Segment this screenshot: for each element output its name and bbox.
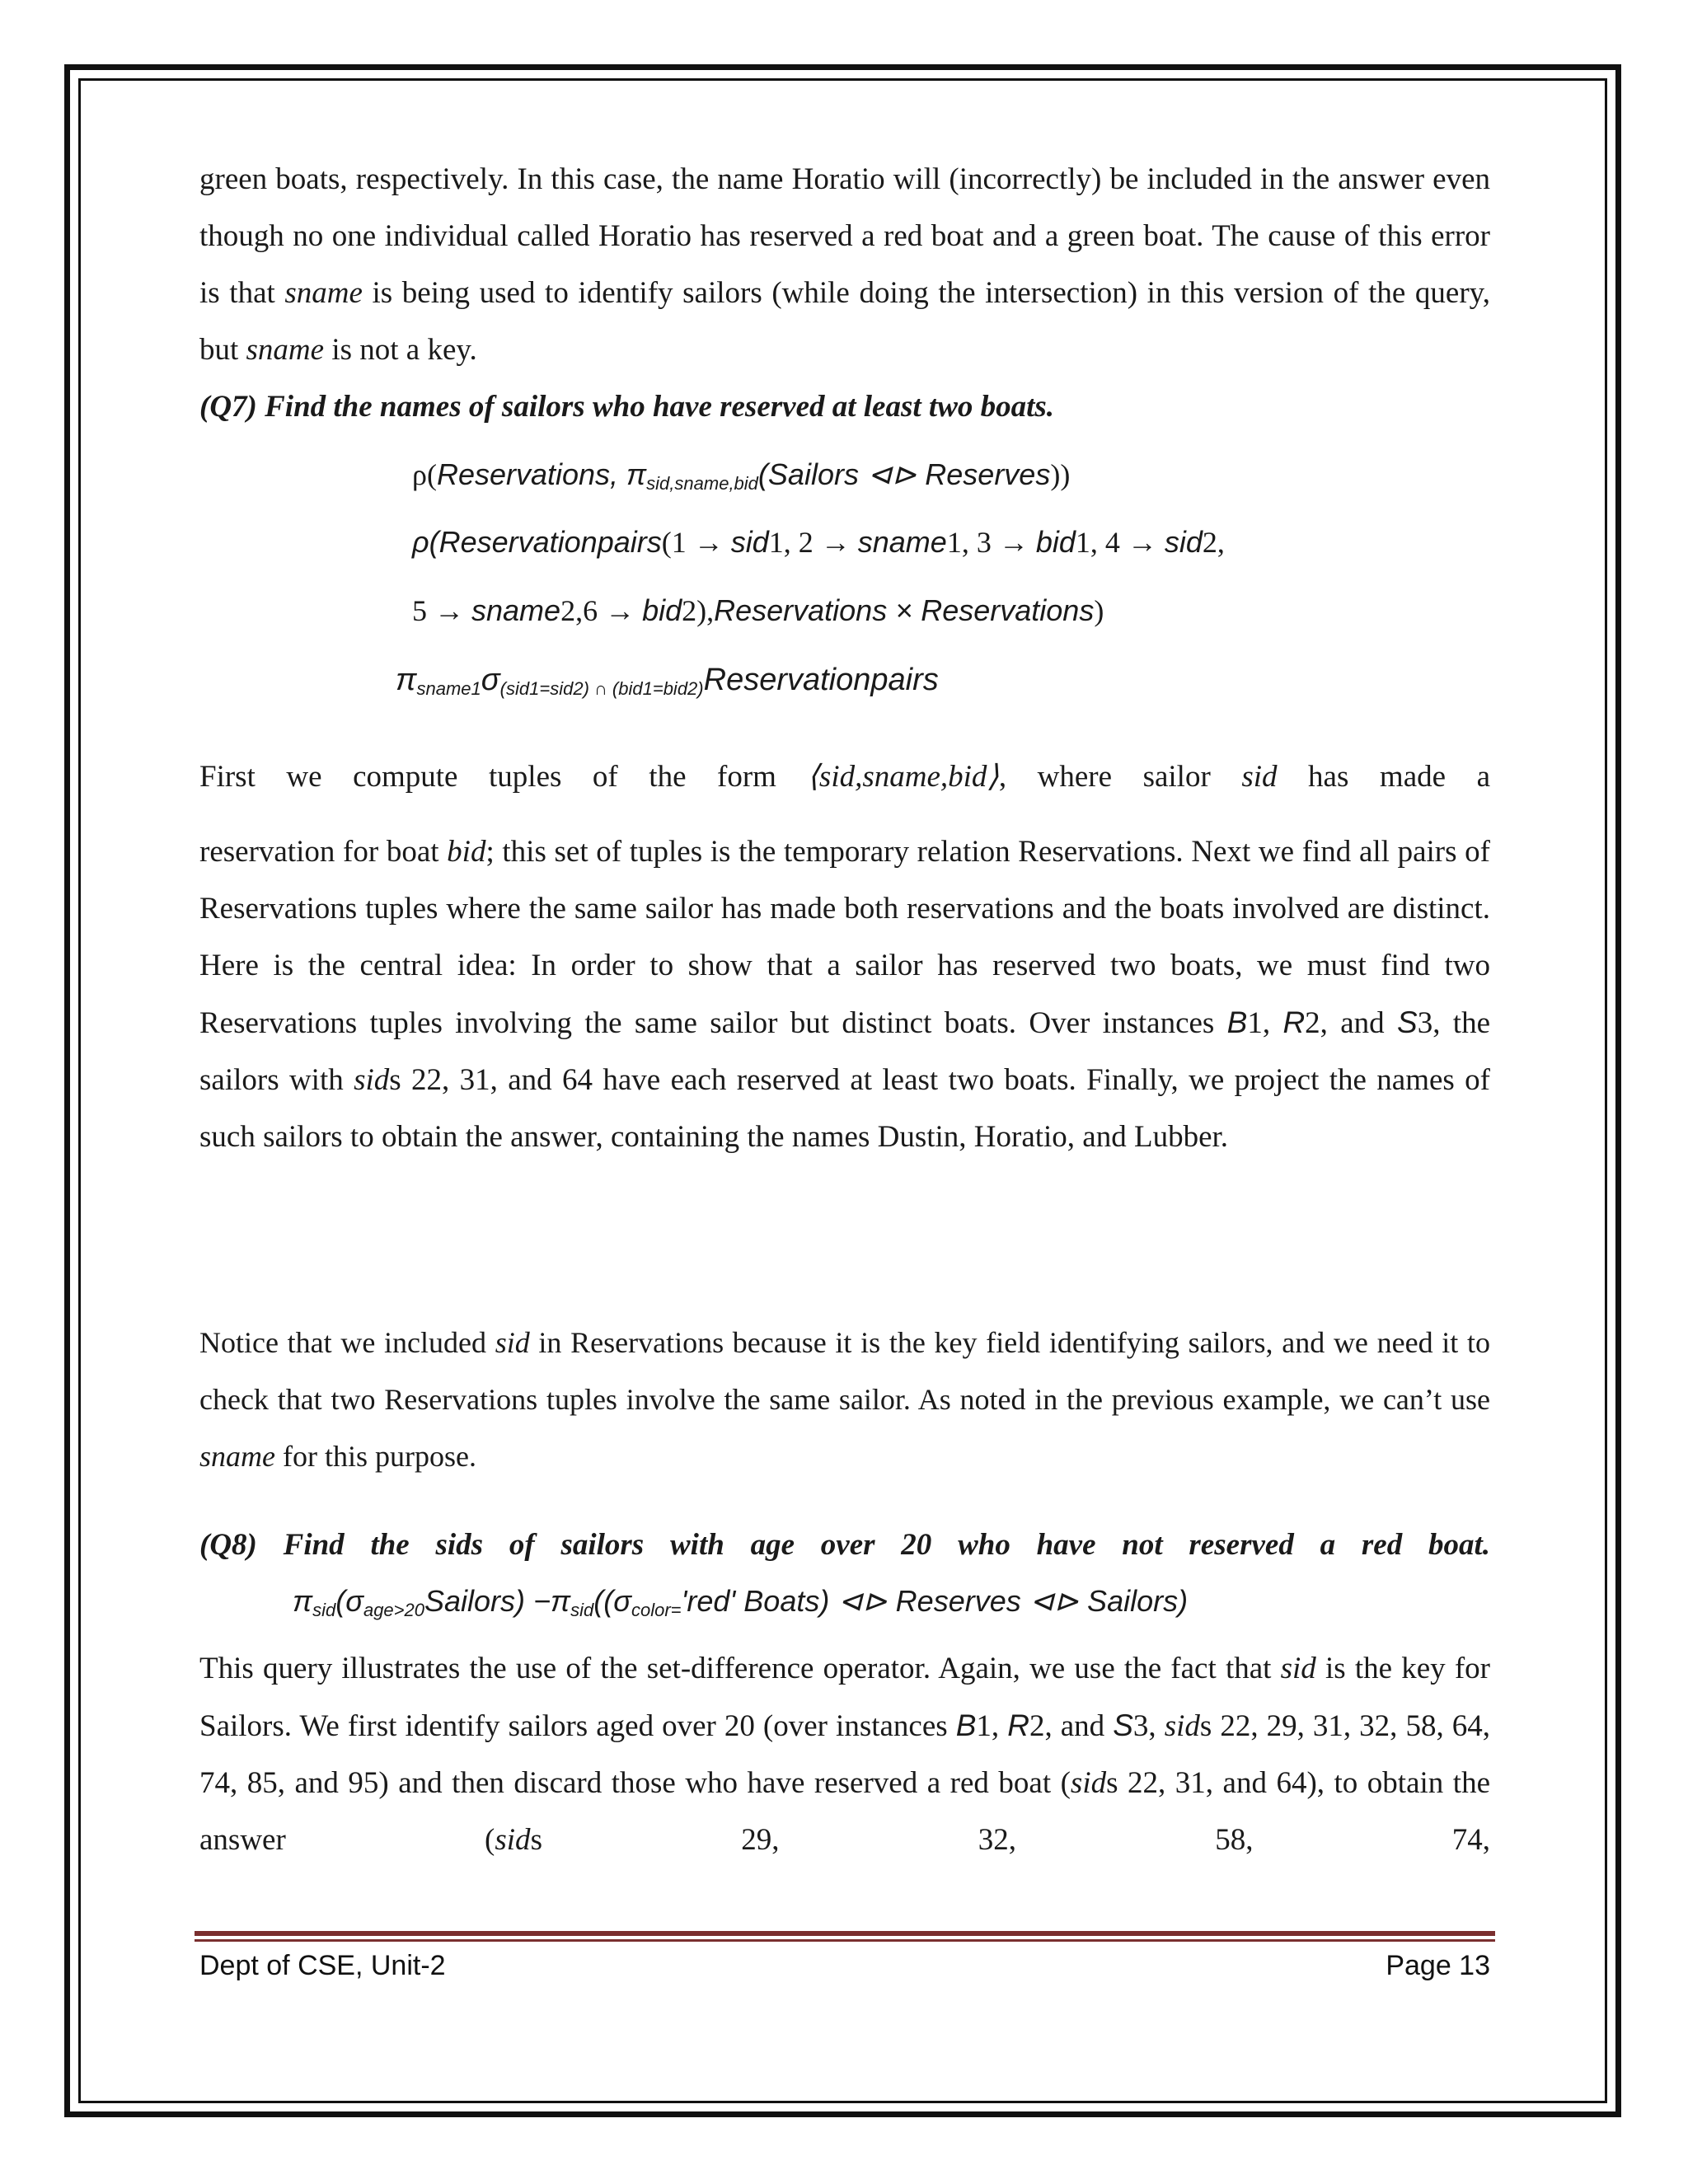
paragraph-3: reservation for boat bid; this set of tuples is the temporary relation Reservations. Next we find all pairs of Reservations tuples where the same sailor has made both reservations and the boats involved are distinct. Here is the central idea: In order to show that a sailor has reserved two boats, we must find two Reservations tuples involving the same sailor but distinct boats. Over instances B1, R2, and S3, the sailors with sids 22, 31, and 64 have each reserved at least two boats. Finally, we project the names of such sailors to obtain the answer, containing the names Dustin, Horatio, and Lubber. xyxy=(199,835,1491,1154)
footer-rule-thin xyxy=(195,1939,1495,1942)
q7-formula-1: ρ(Reservations, $\pi_{sid,sname,bid}(Sailors$ ⊲⊳ Reserves)) xyxy=(412,457,1071,494)
q7-formula-4: $\pi_{sname1}\sigma_{(sid1=sid2) \cap (bid1=bid2)}Reservationpairs$ xyxy=(396,663,939,699)
footer-dept: Dept of CSE, Unit-2 xyxy=(199,1950,446,1981)
paragraph-4: Notice that we included sid in Reservations because it is the key field identifying sailors, and we need it to check that two Reservations tuples involve the same sailor. As noted in the previous example, we can’t use sname for this purpose. xyxy=(199,1326,1490,1473)
paragraph-2: First we compute tuples of the form ⟨sid,sname,bid⟩, where sailor sid has made a xyxy=(199,760,1490,794)
q8-formula: $\pi_{sid}(\sigma_{age>20}Sailors) -\pi_{sid}((\sigma_{color=}'red'$ Boats) ⊲⊳ Reserves ⊲⊳ Sailors) xyxy=(293,1584,1189,1620)
q7-formula-2: ρ(Reservationpairs(1 → sid1, 2 → sname1, 3 → bid1, 4 → sid2, xyxy=(412,525,1225,559)
q7-formula-3: 5 → sname2,6 → bid2),Reservations × Reservations) xyxy=(412,593,1104,627)
q8-heading: (Q8) Find the sids of sailors with age over 20 who have not reserved a red boat. xyxy=(199,1528,1490,1562)
footer-rule xyxy=(195,1931,1495,1936)
footer-page-number: Page 13 xyxy=(1386,1950,1490,1981)
paragraph-1: green boats, respectively. In this case, the name Horatio will (incorrectly) be included in the answer even though no one individual called Horatio has reserved a red boat and a green boat. The cause of this error is that sname is being used to identify sailors (while doing the intersection) in this version of the query, but sname is not a key. xyxy=(199,162,1490,367)
q7-heading: (Q7) Find the names of sailors who have reserved at least two boats. xyxy=(199,390,1055,424)
paragraph-5: This query illustrates the use of the set-difference operator. Again, we use the fact that sid is the key for Sailors. We first identify sailors aged over 20 (over instances B1, R2, and S3, sids 22, 29, 31, 32, 58, 64, 74, 85, and 95) and then discard those who have reserved a red boat (sids 22, 31, and 64), to obtain the answer (sids 29, 32, 58, 74, xyxy=(199,1652,1491,1857)
